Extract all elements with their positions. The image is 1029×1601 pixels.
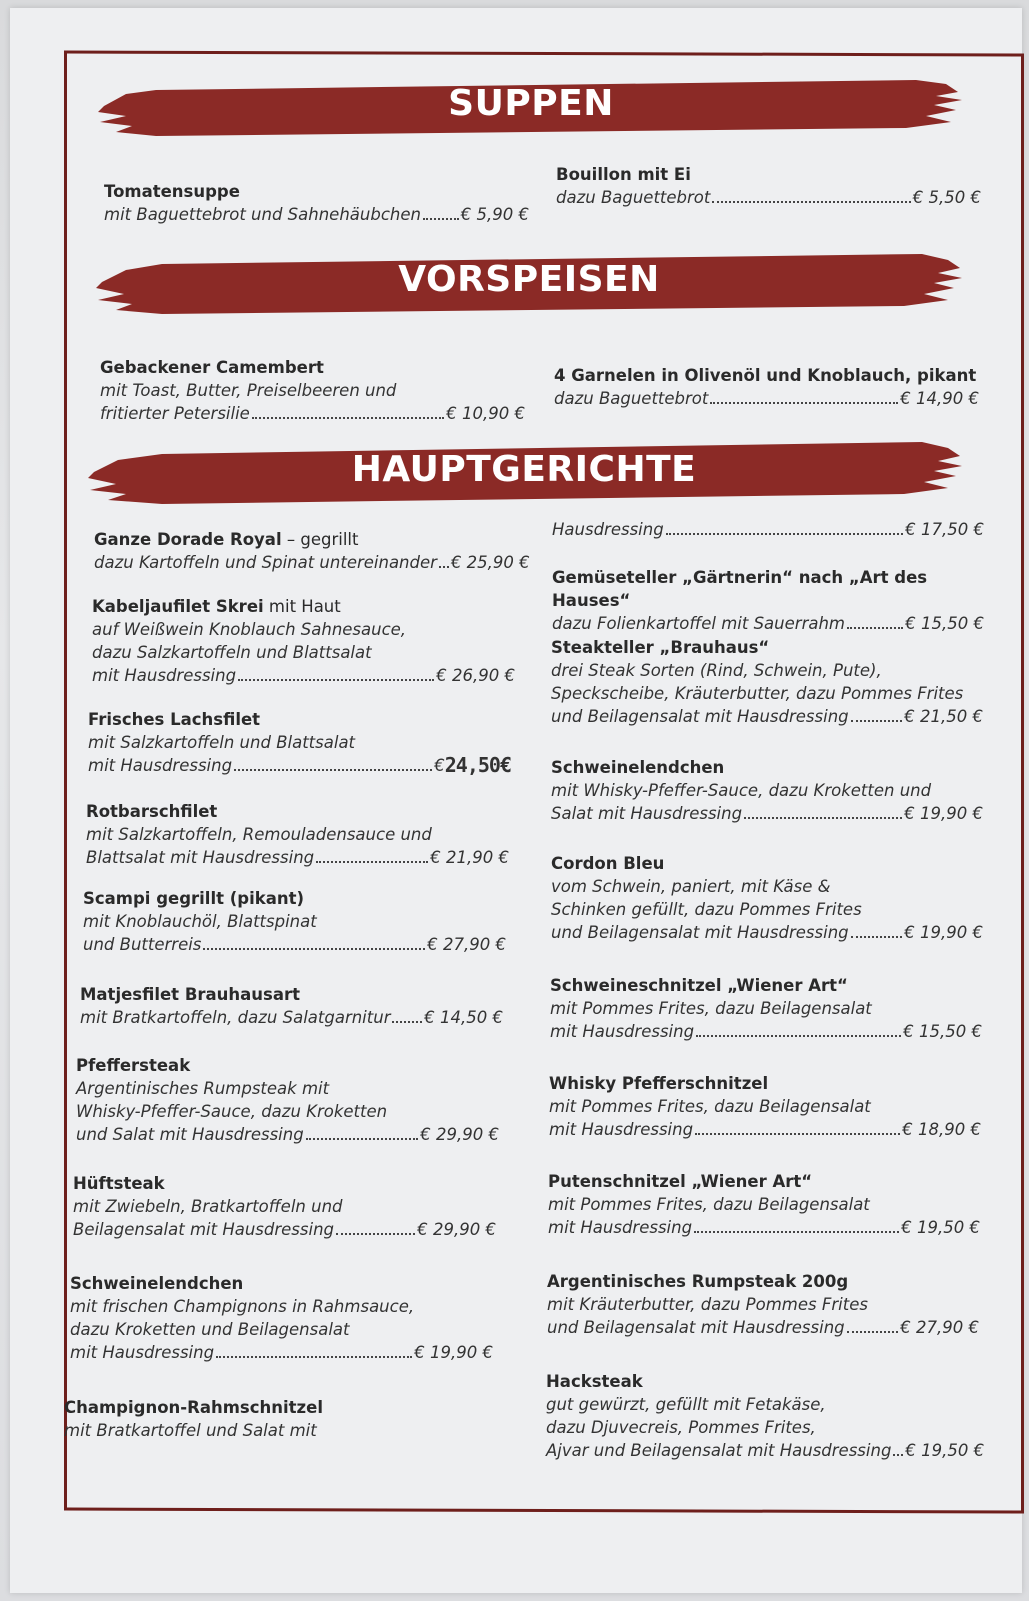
- item-name: [550, 974, 982, 997]
- price-row: [86, 846, 509, 869]
- menu-item-bouillon: [556, 163, 981, 209]
- leader-dots: [847, 627, 903, 629]
- item-desc-line: Speckscheibe, Kräuterbutter, dazu Pommes Frites: [551, 684, 964, 703]
- leader-dots: [316, 861, 428, 863]
- item-desc: mit Baguettebrot und Sahnehäubchen: [104, 205, 421, 224]
- leader-dots: [306, 1138, 419, 1140]
- menu-item: [73, 1172, 496, 1241]
- price-row: [551, 802, 983, 825]
- item-desc: mit Bratkartoffeln, dazu Salatgarnitur: [80, 1008, 391, 1027]
- item-desc-line: mit Knoblauchöl, Blattspinat: [83, 912, 317, 931]
- item-desc-line: mit Zwiebeln, Bratkartoffeln und: [73, 1197, 343, 1216]
- menu-item: [64, 1396, 487, 1442]
- price-row: [88, 754, 511, 777]
- menu-item: [88, 708, 511, 777]
- item-desc: dazu Baguettebrot: [554, 389, 709, 408]
- item-price: € 17,50 €: [905, 520, 984, 539]
- price-row: [100, 402, 525, 425]
- item-price: € 25,90 €: [450, 553, 530, 572]
- menu-item: [548, 1170, 980, 1239]
- item-desc: und Butterreis: [83, 935, 202, 954]
- leader-dots: [203, 948, 425, 950]
- item-price: € 5,50 €: [912, 188, 981, 207]
- item-desc-line: dazu Kroketten und Beilagensalat: [70, 1320, 350, 1339]
- menu-item: [552, 518, 984, 541]
- item-name-text: Schweinelendchen: [70, 1274, 244, 1293]
- leader-dots: [694, 1231, 899, 1233]
- banner-hauptgerichte: [82, 438, 966, 508]
- leader-dots: [847, 1331, 899, 1333]
- price-row: [548, 1216, 980, 1239]
- item-desc-line: mit Salzkartoffeln, Remouladensauce und: [86, 825, 432, 844]
- item-desc: und Beilagensalat mit Hausdressing: [547, 1318, 845, 1337]
- item-desc-line: mit Salzkartoffeln und Blattsalat: [88, 733, 356, 752]
- leader-dots: [695, 1133, 900, 1135]
- leader-dots: [234, 769, 432, 771]
- item-name-text: Hüftsteak: [73, 1174, 165, 1193]
- item-name: [546, 1370, 978, 1393]
- item-desc-line: mit Kräuterbutter, dazu Pommes Frites: [547, 1295, 868, 1314]
- leader-dots: [216, 1356, 412, 1358]
- menu-item-camembert: [100, 356, 525, 425]
- item-name-text: Frisches Lachsfilet: [88, 710, 261, 729]
- price-row: [70, 1341, 493, 1364]
- leader-dots: [744, 817, 902, 819]
- item-desc-line: dazu Salzkartoffeln und Blattsalat: [92, 643, 372, 662]
- item-price: € 14,50 €: [424, 1008, 503, 1027]
- item-price: €: [434, 756, 445, 775]
- menu-item-garnelen: [554, 364, 979, 410]
- item-name-text: Rotbarschfilet: [86, 802, 218, 821]
- leader-dots: [392, 1021, 422, 1023]
- item-desc-line: mit Bratkartoffel und Salat mit: [64, 1421, 317, 1440]
- leader-dots: [666, 533, 904, 535]
- item-name-text: Scampi gegrillt (pikant): [83, 889, 305, 908]
- menu-item: [86, 800, 509, 869]
- item-desc-line: dazu Djuvecreis, Pommes Frites,: [546, 1418, 816, 1437]
- item-desc: Hausdressing: [552, 520, 664, 539]
- item-desc-line: auf Weißwein Knoblauch Sahnesauce,: [92, 620, 407, 639]
- item-desc: Salat mit Hausdressing: [551, 804, 743, 823]
- item-price: € 18,90 €: [902, 1120, 981, 1139]
- menu-item: [551, 852, 983, 944]
- item-price: € 29,90 €: [420, 1125, 499, 1144]
- item-name: [76, 1054, 499, 1077]
- price-row: [83, 933, 506, 956]
- item-desc: dazu Baguettebrot: [556, 188, 711, 207]
- item-desc: mit Hausdressing: [70, 1343, 215, 1362]
- item-desc-line: mit Whisky-Pfeffer-Sauce, dazu Kroketten und: [551, 781, 932, 800]
- item-price: € 5,90 €: [460, 205, 529, 224]
- item-name-text: Kabeljaufilet Skrei: [92, 597, 264, 616]
- item-price: € 15,50 €: [903, 1022, 982, 1041]
- price-row: [551, 705, 983, 728]
- item-price: € 27,90 €: [900, 1318, 979, 1337]
- leader-dots: [851, 936, 903, 938]
- item-name: Tomatensuppe: [104, 182, 240, 201]
- menu-item: [92, 595, 515, 687]
- item-desc: dazu Kartoffeln und Spinat untereinander: [94, 553, 437, 572]
- item-name: [549, 1072, 981, 1095]
- item-name-text: Ganze Dorade Royal: [94, 530, 282, 549]
- price-row: [547, 1316, 979, 1339]
- item-name: [80, 983, 503, 1006]
- item-price: € 21,90 €: [430, 848, 509, 867]
- leader-dots: [336, 1233, 415, 1235]
- item-name-suffix: mit Haut: [263, 597, 341, 616]
- menu-item: [70, 1272, 493, 1364]
- menu-item: [76, 1054, 499, 1146]
- item-price: € 19,50 €: [905, 1441, 985, 1460]
- item-name: [551, 852, 983, 875]
- item-price: € 21,50 €: [904, 707, 983, 726]
- item-name: [92, 595, 515, 618]
- menu-item: [547, 1270, 979, 1339]
- item-name-text: Matjesfilet Brauhausart: [80, 985, 301, 1004]
- item-name-text: Putenschnitzel „Wiener Art“: [548, 1172, 813, 1191]
- item-desc: und Beilagensalat mit Hausdressing: [551, 923, 849, 942]
- banner-suppen: [96, 72, 966, 142]
- item-name-text: Champignon-Rahmschnitzel: [64, 1398, 324, 1417]
- item-name: [73, 1172, 496, 1195]
- item-desc-line: gut gewürzt, gefüllt mit Fetakäse,: [546, 1395, 826, 1414]
- item-name-text: Pfeffersteak: [76, 1056, 191, 1075]
- section-title-vorspeisen: VORSPEISEN: [398, 258, 660, 300]
- item-name: Gebackener Camembert: [100, 358, 324, 377]
- leader-dots: [851, 720, 903, 722]
- price-row: [549, 1118, 981, 1141]
- item-desc-line: mit Pommes Frites, dazu Beilagensalat: [548, 1195, 870, 1214]
- item-desc-line: Schinken gefüllt, dazu Pommes Frites: [551, 900, 862, 919]
- menu-item: [552, 566, 984, 635]
- price-row: [76, 1123, 499, 1146]
- item-price: € 19,50 €: [901, 1218, 980, 1237]
- item-name-suffix: – gegrillt: [281, 530, 359, 549]
- item-name-text: Cordon Bleu: [551, 854, 665, 873]
- item-price: € 19,90 €: [414, 1343, 493, 1362]
- item-name: [547, 1270, 979, 1293]
- price-row: [556, 186, 981, 209]
- item-desc-line: Argentinisches Rumpsteak mit: [76, 1079, 330, 1098]
- item-price: € 19,90 €: [904, 804, 983, 823]
- item-name: [548, 1170, 980, 1193]
- item-desc: mit Hausdressing: [92, 666, 237, 685]
- item-name: [86, 800, 509, 823]
- item-name: Bouillon mit Ei: [556, 165, 691, 184]
- price-row: [104, 203, 529, 226]
- price-row: [554, 387, 979, 410]
- item-name: [551, 636, 983, 659]
- item-name-text: Gemüseteller „Gärtnerin“ nach „Art des Hauses“: [552, 568, 928, 610]
- item-name-text: Whisky Pfefferschnitzel: [549, 1074, 769, 1093]
- menu-item-tomatensuppe: [104, 180, 529, 226]
- section-title-hauptgerichte: HAUPTGERICHTE: [351, 448, 697, 490]
- item-desc: Ajvar und Beilagensalat mit Hausdressing: [546, 1441, 892, 1460]
- item-desc: mit Hausdressing: [550, 1022, 695, 1041]
- item-name: [70, 1272, 493, 1295]
- menu-item: [549, 1072, 981, 1141]
- menu-item: [546, 1370, 985, 1462]
- item-desc-line: mit Pommes Frites, dazu Beilagensalat: [549, 1097, 871, 1116]
- item-name: [94, 528, 517, 551]
- item-desc: Beilagensalat mit Hausdressing: [73, 1220, 335, 1239]
- item-desc-line: drei Steak Sorten (Rind, Schwein, Pute),: [551, 661, 882, 680]
- item-price: € 10,90 €: [446, 404, 525, 423]
- item-name: [88, 708, 511, 731]
- item-name-text: Schweineschnitzel „Wiener Art“: [550, 976, 848, 995]
- price-row: [552, 612, 984, 635]
- item-desc: mit Hausdressing: [549, 1120, 694, 1139]
- item-desc-line: vom Schwein, paniert, mit Käse &: [551, 877, 831, 896]
- item-desc: und Beilagensalat mit Hausdressing: [551, 707, 849, 726]
- price-row: [73, 1218, 496, 1241]
- item-price: € 26,90 €: [436, 666, 515, 685]
- leader-dots: [439, 566, 449, 568]
- item-price: € 29,90 €: [417, 1220, 496, 1239]
- item-desc: mit Hausdressing: [548, 1218, 693, 1237]
- item-desc: fritierter Petersilie: [100, 404, 250, 423]
- leader-dots: [893, 1454, 903, 1456]
- menu-item: [83, 887, 506, 956]
- leader-dots: [238, 679, 434, 681]
- item-desc-line: mit Toast, Butter, Preiselbeeren und: [100, 381, 397, 400]
- price-row: [92, 664, 515, 687]
- item-desc: dazu Folienkartoffel mit Sauerrahm: [552, 614, 845, 633]
- item-name-text: Steakteller „Brauhaus“: [551, 638, 770, 657]
- price-row: [80, 1006, 503, 1029]
- item-price: € 14,90 €: [900, 389, 979, 408]
- price-row: [552, 518, 984, 541]
- menu-item: [551, 636, 983, 728]
- item-name-text: Hacksteak: [546, 1372, 643, 1391]
- item-name: [552, 566, 984, 612]
- price-row: [94, 551, 530, 574]
- leader-dots: [696, 1035, 901, 1037]
- item-price: € 27,90 €: [427, 935, 506, 954]
- item-name-text: Schweinelendchen: [551, 758, 725, 777]
- menu-item: [94, 528, 530, 574]
- price-row: [551, 921, 983, 944]
- item-name-text: Argentinisches Rumpsteak 200g: [547, 1272, 849, 1291]
- item-desc: und Salat mit Hausdressing: [76, 1125, 304, 1144]
- item-desc: mit Hausdressing: [88, 756, 233, 775]
- price-row: [546, 1439, 985, 1462]
- item-name: [64, 1396, 487, 1419]
- menu-item: [551, 756, 983, 825]
- price-row: [550, 1020, 982, 1043]
- item-desc: Blattsalat mit Hausdressing: [86, 848, 315, 867]
- menu-item: [550, 974, 982, 1043]
- item-desc-line: mit Pommes Frites, dazu Beilagensalat: [550, 999, 872, 1018]
- item-name: [551, 756, 983, 779]
- item-desc-line: mit frischen Champignons in Rahmsauce,: [70, 1297, 415, 1316]
- menu-item: [80, 983, 503, 1029]
- handwritten-price: 24,50€: [444, 753, 511, 777]
- item-price: € 19,90 €: [904, 923, 983, 942]
- item-name: [83, 887, 506, 910]
- banner-vorspeisen: [92, 248, 966, 318]
- section-title-suppen: SUPPEN: [448, 82, 614, 124]
- item-desc-line: Whisky-Pfeffer-Sauce, dazu Kroketten: [76, 1102, 388, 1121]
- item-price: € 15,50 €: [905, 614, 984, 633]
- item-name: 4 Garnelen in Olivenöl und Knoblauch, pikant: [554, 366, 977, 385]
